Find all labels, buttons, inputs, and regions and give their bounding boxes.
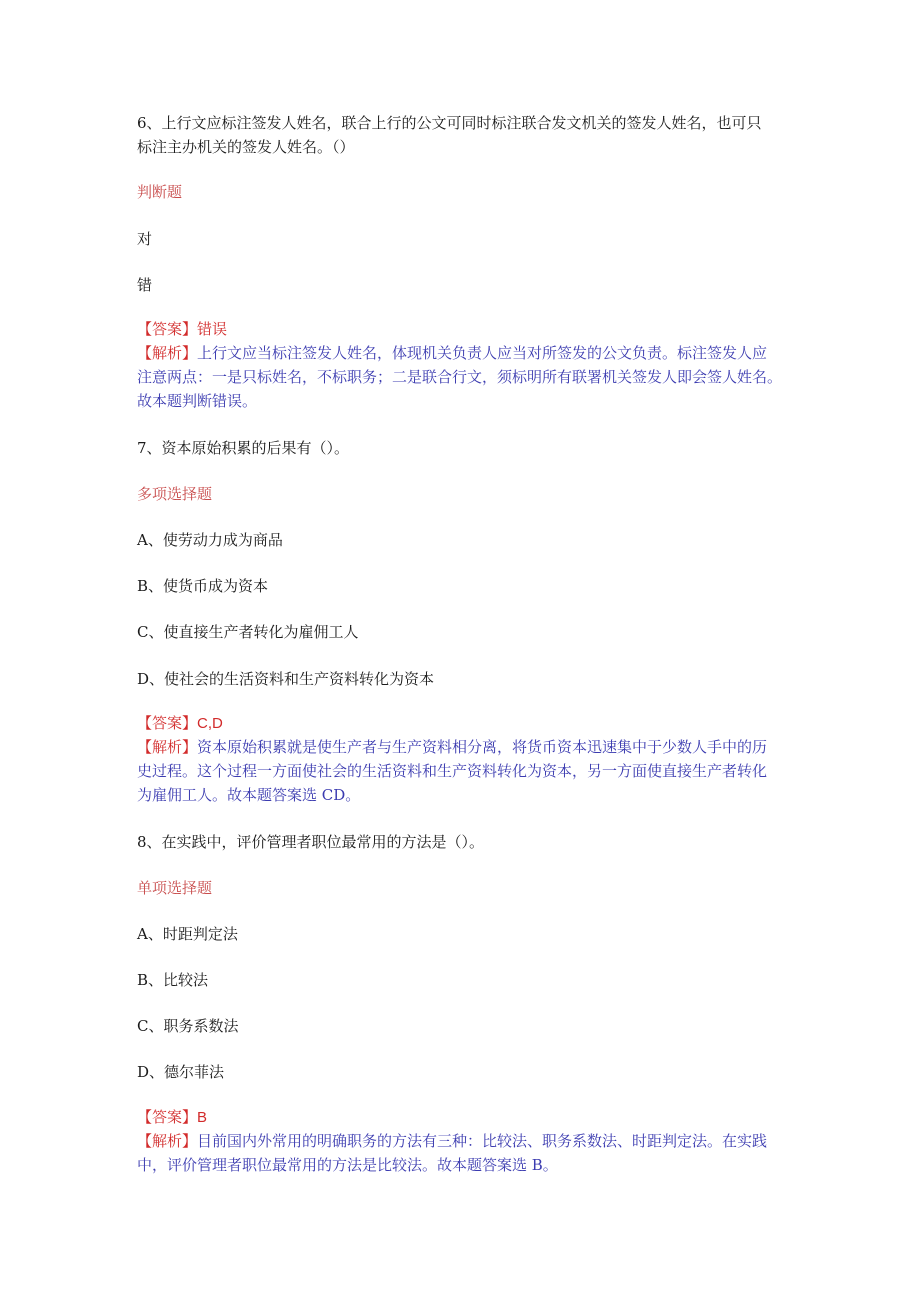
question-8-answer [137,1106,207,1129]
answer-value: 错误 [197,320,228,338]
analysis-text: 目前国内外常用的明确职务的方法有三种：比较法、职务系数法、时距判定法。在实践 [197,1132,768,1150]
question-6-answer [137,318,227,340]
analysis-tag: 【解析】 [137,344,198,362]
answer-tag: 【答案】 [137,1108,198,1126]
question-8-option-a: A、时距判定法 [137,925,238,943]
question-6-analysis-line-1 [137,342,767,364]
analysis-text: 资本原始积累就是使生产者与生产资料相分离，将货币资本迅速集中于少数人手中的历 [197,738,768,756]
answer-tag: 【答案】 [137,714,198,732]
analysis-tag: 【解析】 [137,738,198,756]
analysis-tag: 【解析】 [137,1132,198,1150]
answer-value: C,D [197,715,223,732]
question-8-type: 单项选择题 [137,879,213,897]
analysis-text: 上行文应当标注签发人姓名，体现机关负责人应当对所签发的公文负责。标注签发人应 [197,344,768,362]
answer-value: B [197,1109,208,1126]
question-8-analysis-line-1 [137,1130,767,1152]
question-8-option-b: B、比较法 [137,971,209,989]
question-8-analysis-line-2: 中，评价管理者职位最常用的方法是比较法。故本题答案选 B。 [137,1156,558,1174]
question-7-answer [137,712,223,735]
question-7-stem: 7、资本原始积累的后果有（）。 [137,439,350,457]
question-6-analysis-line-2: 注意两点：一是只标姓名，不标职务；二是联合行文，须标明所有联署机关签发人即会签人姓名。 [137,368,783,386]
question-7-option-a: A、使劳动力成为商品 [137,531,283,549]
question-8-option-d: D、德尔菲法 [137,1063,225,1081]
answer-tag: 【答案】 [137,320,198,338]
question-7-type: 多项选择题 [137,485,213,503]
question-7-analysis-line-2: 史过程。这个过程一方面使社会的生活资料和生产资料转化为资本，另一方面使直接生产者转化 [137,762,768,780]
question-6-stem-line-2: 标注主办机关的签发人姓名。（） [137,138,355,156]
question-6-option-1: 对 [137,230,153,248]
question-7-option-d: D、使社会的生活资料和生产资料转化为资本 [137,670,435,688]
question-6-type: 判断题 [137,183,183,201]
question-6-option-2: 错 [137,276,153,294]
question-7-analysis-line-1 [137,736,767,758]
question-8-option-c: C、职务系数法 [137,1017,239,1035]
question-7-option-c: C、使直接生产者转化为雇佣工人 [137,623,359,641]
question-7-option-b: B、使货币成为资本 [137,577,269,595]
question-6-stem-line-1: 6、上行文应标注签发人姓名，联合上行的公文可同时标注联合发文机关的签发人姓名，也可只 [137,114,762,132]
question-7-analysis-line-3: 为雇佣工人。故本题答案选 CD。 [137,786,361,804]
question-8-stem: 8、在实践中，评价管理者职位最常用的方法是（）。 [137,833,485,851]
question-6-analysis-line-3: 故本题判断错误。 [137,392,258,410]
